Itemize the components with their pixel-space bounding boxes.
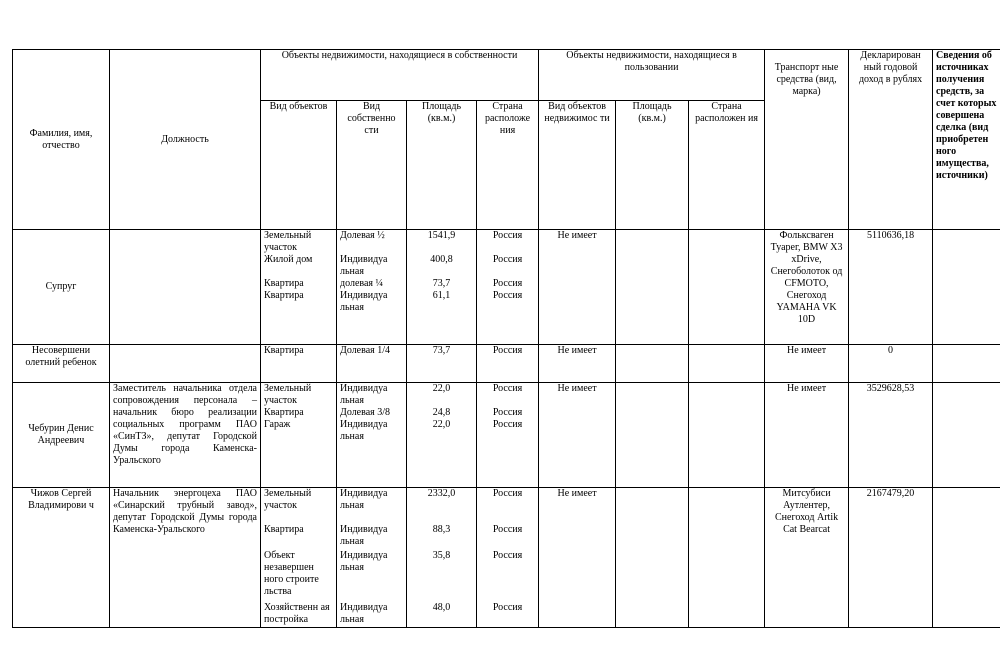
header-owned-area: Площадь (кв.м.) bbox=[407, 101, 477, 230]
owned-country: Россия bbox=[492, 254, 523, 265]
header-used-type: Вид объектов недвижимос ти bbox=[539, 101, 616, 230]
used-type: Не имеет bbox=[539, 383, 616, 488]
person-name: Несовершени олетний ребенок bbox=[13, 345, 110, 383]
owned-country: Россия bbox=[492, 278, 523, 289]
person-position: Начальник энергоцеха ПАО «Синарский трубный завод», депутат Городской Думы города Каменска-Уральского bbox=[110, 488, 261, 628]
owned-country: Россия bbox=[492, 407, 523, 418]
income: 2167479,20 bbox=[849, 488, 933, 628]
used-country bbox=[689, 488, 765, 628]
sources bbox=[933, 383, 1000, 488]
header-full-name: Фамилия, имя, отчество bbox=[13, 50, 110, 230]
header-income: Декларирован ный годовой доход в рублях bbox=[849, 50, 933, 230]
owned-area: 88,3 bbox=[432, 524, 451, 535]
owned-country: Россия bbox=[477, 345, 539, 383]
used-area bbox=[616, 345, 689, 383]
owned-area: 73,7 bbox=[407, 345, 477, 383]
owned-ownership-cell bbox=[337, 488, 407, 628]
owned-area: 22,0 bbox=[432, 383, 451, 394]
owned-ownership-cell bbox=[337, 230, 407, 345]
owned-country: Россия bbox=[492, 383, 523, 394]
owned-country-cell bbox=[477, 230, 539, 345]
header-used-group: Объекты недвижимости, находящиеся в пользовании bbox=[539, 50, 765, 101]
owned-type: Хозяйственн ая постройка bbox=[264, 602, 330, 625]
owned-country: Россия bbox=[492, 524, 523, 535]
sources bbox=[933, 488, 1000, 628]
table-row bbox=[13, 383, 1000, 488]
owned-area: 73,7 bbox=[432, 278, 451, 289]
owned-country: Россия bbox=[492, 230, 523, 241]
used-country bbox=[689, 383, 765, 488]
used-type: Не имеет bbox=[539, 230, 616, 345]
owned-country: Россия bbox=[492, 602, 523, 613]
income: 0 bbox=[849, 345, 933, 383]
owned-area: 35,8 bbox=[432, 550, 451, 561]
owned-area: 400,8 bbox=[430, 254, 453, 265]
owned-type-cell bbox=[261, 230, 337, 345]
used-area bbox=[616, 488, 689, 628]
header-owned-ownership: Вид собственно сти bbox=[337, 101, 407, 230]
person-position bbox=[110, 230, 261, 345]
owned-type: Объект незавершен ного строите льства bbox=[264, 550, 319, 597]
owned-area: 2332,0 bbox=[427, 488, 456, 499]
owned-ownership: Долевая 1/4 bbox=[337, 345, 407, 383]
table-row bbox=[13, 488, 1000, 628]
owned-ownership: Индивидуа льная bbox=[340, 383, 388, 406]
used-type: Не имеет bbox=[539, 488, 616, 628]
owned-ownership: Индивидуа льная bbox=[340, 290, 388, 313]
owned-type: Квартира bbox=[264, 407, 304, 418]
owned-ownership-cell bbox=[337, 383, 407, 488]
owned-type-cell bbox=[261, 383, 337, 488]
table-row bbox=[13, 230, 1000, 345]
used-country bbox=[689, 230, 765, 345]
header-owned-country: Страна расположе ния bbox=[477, 101, 539, 230]
owned-type: Квартира bbox=[261, 345, 337, 383]
used-type: Не имеет bbox=[539, 345, 616, 383]
owned-type: Земельный участок bbox=[264, 488, 312, 511]
owned-area-cell bbox=[407, 383, 477, 488]
owned-country-cell bbox=[477, 488, 539, 628]
transport: Митсубиси Аутлентер, Снегоход Artik Cat Bearcat bbox=[765, 488, 849, 628]
header-sources: Сведения об источниках получения средств, за счет которых совершена сделка (вид приобретен ного имущества, источники) bbox=[933, 50, 1000, 230]
owned-ownership: Индивидуа льная bbox=[340, 254, 388, 277]
header-used-area: Площадь (кв.м.) bbox=[616, 101, 689, 230]
income: 5110636,18 bbox=[849, 230, 933, 345]
owned-area-cell bbox=[407, 488, 477, 628]
owned-type: Квартира bbox=[264, 278, 304, 289]
sources bbox=[933, 345, 1000, 383]
owned-ownership: долевая ¼ bbox=[340, 278, 384, 289]
owned-ownership: Индивидуа льная bbox=[340, 524, 388, 547]
used-country bbox=[689, 345, 765, 383]
owned-country: Россия bbox=[492, 488, 523, 499]
person-name: Чебурин Денис Андреевич bbox=[13, 383, 110, 488]
owned-ownership: Индивидуа льная bbox=[340, 550, 388, 573]
owned-ownership: Долевая ½ bbox=[340, 230, 385, 241]
owned-type: Квартира bbox=[264, 290, 304, 301]
income: 3529628,53 bbox=[849, 383, 933, 488]
owned-country-cell bbox=[477, 383, 539, 488]
header-row-1 bbox=[13, 50, 1000, 101]
owned-area: 24,8 bbox=[432, 407, 451, 418]
used-area bbox=[616, 383, 689, 488]
owned-ownership: Индивидуа льная bbox=[340, 602, 388, 625]
person-name: Супруг bbox=[13, 230, 110, 345]
header-used-country: Страна расположен ия bbox=[689, 101, 765, 230]
owned-area-cell bbox=[407, 230, 477, 345]
owned-area: 61,1 bbox=[432, 290, 451, 301]
header-owned-group: Объекты недвижимости, находящиеся в собственности bbox=[261, 50, 539, 101]
owned-country: Россия bbox=[492, 290, 523, 301]
person-position bbox=[110, 345, 261, 383]
owned-country: Россия bbox=[492, 550, 523, 561]
owned-type-cell bbox=[261, 488, 337, 628]
transport: Фольксваген Туарег, BMW X3 xDrive, Снегоболоток од CFMOTO, Снегоход YAMAHA VK 10D bbox=[765, 230, 849, 345]
header-position: Должность bbox=[110, 50, 261, 230]
owned-type: Земельный участок bbox=[264, 230, 312, 253]
header-owned-type: Вид объектов bbox=[261, 101, 337, 230]
transport: Не имеет bbox=[765, 383, 849, 488]
owned-country: Россия bbox=[492, 419, 523, 430]
owned-ownership: Индивидуа льная bbox=[340, 419, 388, 442]
person-name: Чижов Сергей Владимирови ч bbox=[13, 488, 110, 628]
owned-type: Гараж bbox=[264, 419, 291, 430]
owned-type: Квартира bbox=[264, 524, 304, 535]
declaration-table bbox=[12, 49, 1000, 628]
owned-type: Жилой дом bbox=[264, 254, 313, 265]
sources bbox=[933, 230, 1000, 345]
owned-ownership: Индивидуа льная bbox=[340, 488, 388, 511]
owned-area: 1541,9 bbox=[427, 230, 456, 241]
owned-type: Земельный участок bbox=[264, 383, 312, 406]
owned-area: 22,0 bbox=[432, 419, 451, 430]
header-transport: Транспорт ные средства (вид, марка) bbox=[765, 50, 849, 230]
transport: Не имеет bbox=[765, 345, 849, 383]
owned-area: 48,0 bbox=[432, 602, 451, 613]
person-position: Заместитель начальника отдела сопровождения персонала – начальник бюро реализации социальных программ ПАО «СинТЗ», депутат Городской Думы города Каменска-Уральского bbox=[110, 383, 261, 488]
table-row bbox=[13, 345, 1000, 383]
owned-ownership: Долевая 3/8 bbox=[340, 407, 391, 418]
used-area bbox=[616, 230, 689, 345]
